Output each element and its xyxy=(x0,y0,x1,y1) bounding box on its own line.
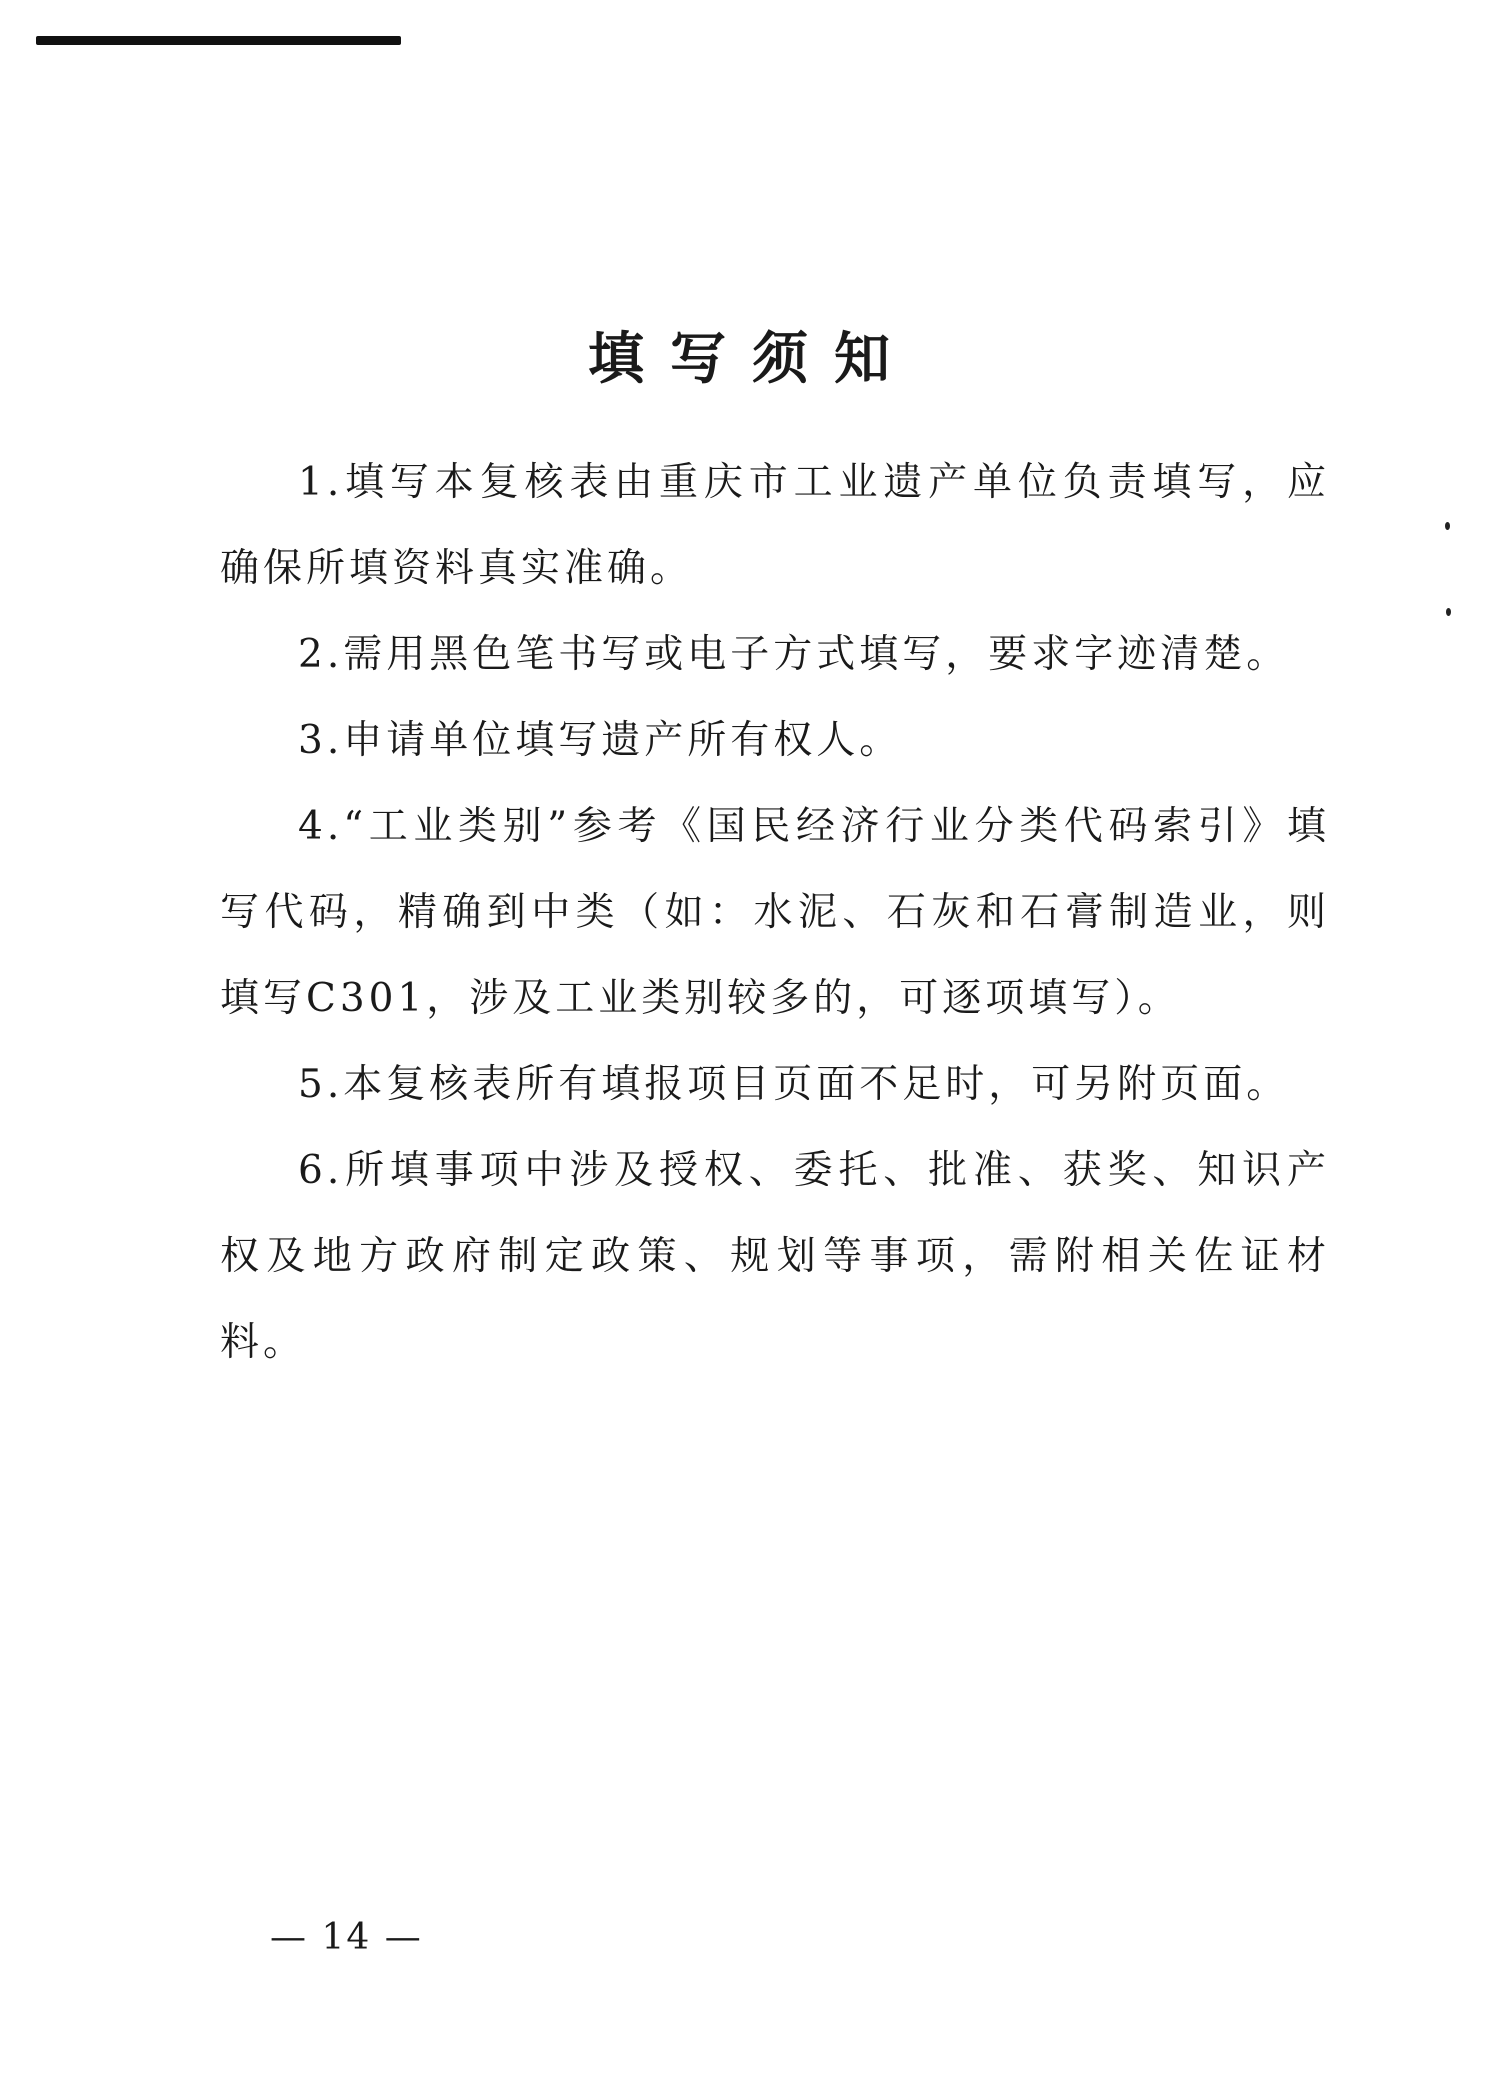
instruction-item: 4.“工业类别”参考《国民经济行业分类代码索引》填写代码，精确到中类（如：水泥、石灰和石膏制造业，则填写C301，涉及工业类别较多的，可逐项填写）。 xyxy=(220,804,1330,1021)
instruction-item: 1.填写本复核表由重庆市工业遗产单位负责填写，应确保所填资料真实准确。 xyxy=(220,460,1330,591)
scan-speck xyxy=(1445,522,1450,530)
instruction-list xyxy=(220,440,1330,1386)
instruction-item: 3.申请单位填写遗产所有权人。 xyxy=(298,718,903,763)
instruction-item: 2.需用黑色笔书写或电子方式填写，要求字迹清楚。 xyxy=(298,632,1290,677)
page-title: 填写须知 xyxy=(588,326,916,392)
header-rule xyxy=(36,36,401,45)
scan-speck xyxy=(1446,608,1451,616)
instruction-item: 5.本复核表所有填报项目页面不足时，可另附页面。 xyxy=(298,1062,1290,1107)
instruction-item: 6.所填事项中涉及授权、委托、批准、获奖、知识产权及地方政府制定政策、规划等事项，需附相关佐证材料。 xyxy=(220,1148,1330,1365)
page-number: — 14 — xyxy=(270,1917,423,1958)
